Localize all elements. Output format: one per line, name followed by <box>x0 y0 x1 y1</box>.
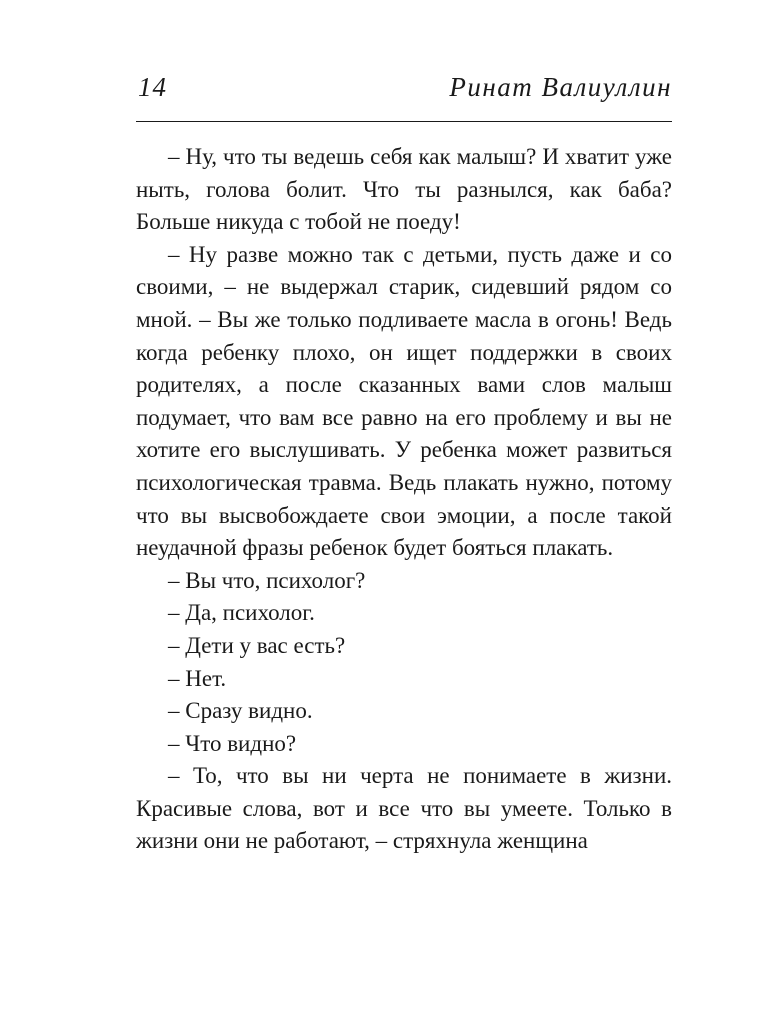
paragraph: – Ну разве можно так с детьми, пусть даже и со своими, – не выдержал старик, сидевший рядом со мной. – Вы же только подливаете масла в огонь! Ведь когда ребенку плохо, он ищет поддержки в своих родителях, а после сказанных вами слов малыш подумает, что вам все равно на его проблему и вы не хотите его выслушивать. У ребенка может развиться психологическая травма. Ведь плакать нужно, потому что вы высвобождаете свои эмоции, а после такой неудачной фразы ребенок будет бояться плакать. <box>136 241 672 561</box>
paragraph: – Да, психолог. <box>168 600 315 626</box>
running-header <box>136 72 672 112</box>
author-name: Ринат Валиуллин <box>449 72 672 102</box>
paragraph: – Сразу видно. <box>168 698 313 724</box>
paragraph: – Ну, что ты ведешь себя как малыш? И хватит уже ныть, голова болит. Что ты разнылся, как баба? Больше никуда с тобой не поеду! <box>136 144 672 235</box>
body-text <box>136 141 672 858</box>
paragraph: – Вы что, психолог? <box>168 567 366 593</box>
page-number: 14 <box>138 72 167 102</box>
paragraph: – Что видно? <box>168 730 297 756</box>
paragraph: – Нет. <box>168 665 227 691</box>
header-divider <box>136 121 672 122</box>
paragraph: – То, что вы ни черта не понимаете в жизни. Красивые слова, вот и все что вы умеете. Только в жизни они не работают, – стряхнула женщина <box>136 763 672 854</box>
paragraph: – Дети у вас есть? <box>168 632 346 658</box>
